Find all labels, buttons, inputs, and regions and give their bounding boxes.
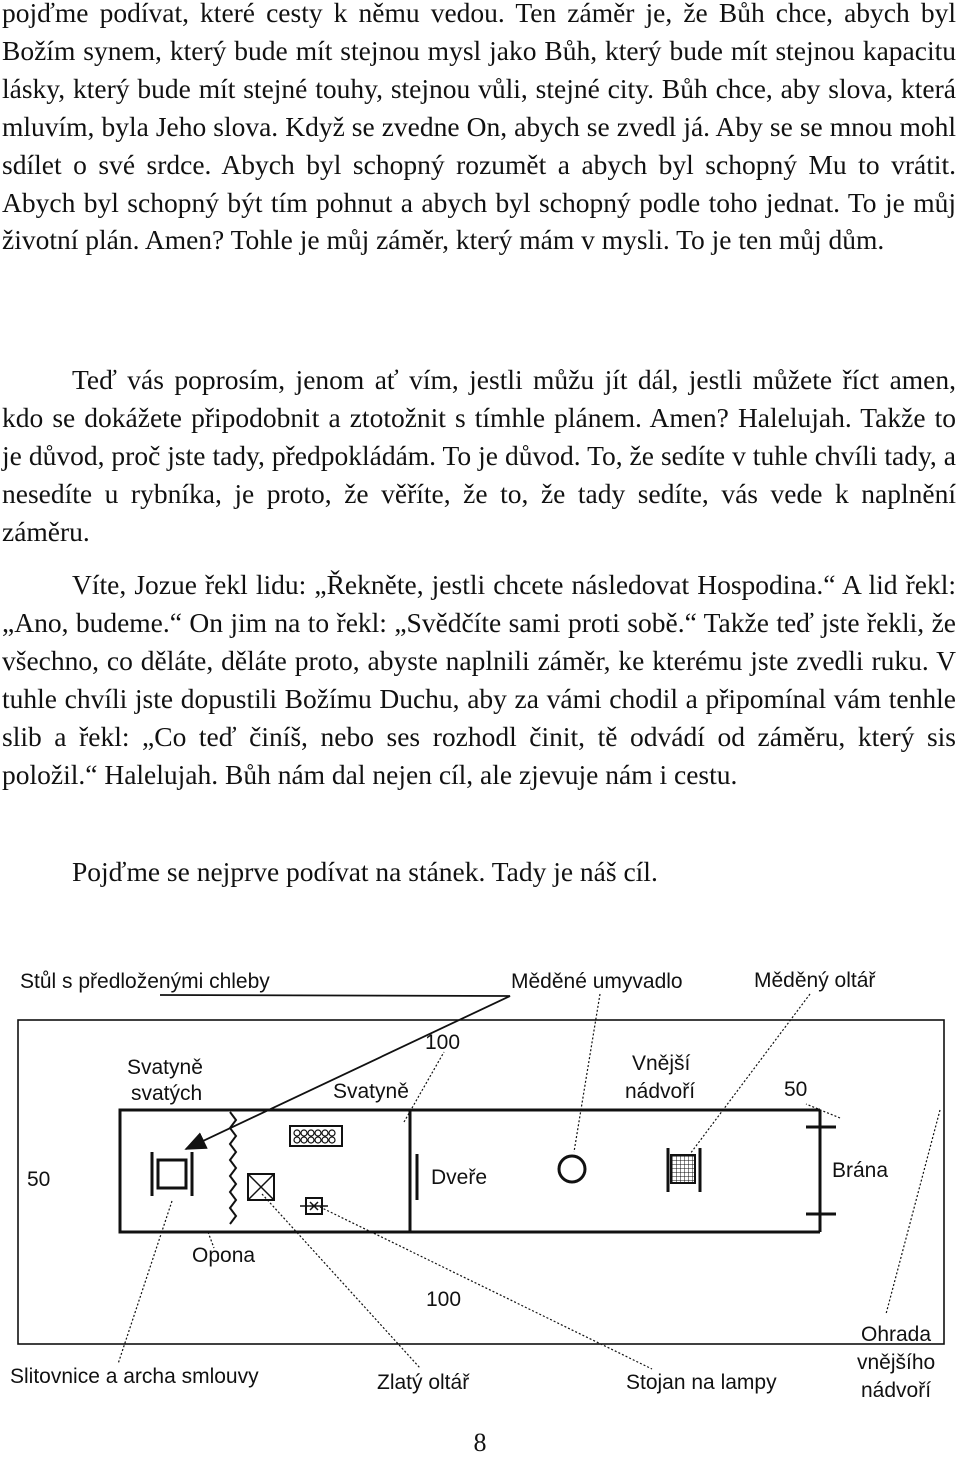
paragraph-3: Víte, Jozue řekl lidu: „Řekněte, jestli chcete následovat Hospodina.“ A lid řekl: „Ano, budeme.“ On jim na to řekl: „Svědčíte sami proti sobě.“ Takže teď jste řekli, že všechno, co děláte, děláte proto, abyste naplnili záměr, ke kterému jste zvedli ruku. V tuhle chvíli jste dopustili Božímu Duchu, aby za vámi chodil a připomínal vám tenhle slib a řekl: „Co teď činíš, nebo ses rozhodl činit, tě odvádí od záměru, který sis položil.“ Halelujah. Bůh nám dal nejen cíl, ale zjevuje nám i cestu. [2,569,956,790]
label-fence-2: vnějšího [857,1351,936,1374]
label-holy-place: Svatyně [333,1080,409,1103]
label-outer-court-1: Vnější [632,1052,691,1075]
paragraph-2: Teď vás poprosím, jenom ať vím, jestli můžu jít dál, jestli můžete říct amen, kdo se dokážete připodobnit a ztotožnit s tímhle plánem. Amen? Halelujah. Takže to je důvod, proč jste tady, předpokládám. To je důvod. To, že sedíte v tuhle chvíli tady, a nesedíte u rybníka, je proto, že věříte, že to, že tady sedíte, vás vede k naplnění záměru. [2,364,956,547]
label-holy-of-holies-1: Svatyně [127,1056,203,1079]
label-mercy-seat: Slitovnice a archa smlouvy [10,1365,259,1388]
paragraph-1: pojďme podívat, které cesty k němu vedou. Ten záměr je, že Bůh chce, abych byl Božím synem, který bude mít stejnou mysl jako Bůh, který bude mít stejnou kapacitu lásky, který bude mít stejné touhy, stejnou vůli, stejné city. Bůh chce, aby slova, která mluvím, byla Jeho slova. Když se zvedne On, abych se zvedl já. Aby se se mnou mohl sdílet o své srdce. Abych byl schopný rozumět a abych byl schopný Mu to vrátit. Abych byl schopný být tím pohnut a abych byl schopný podle toho jednat. To je můj životní plán. Amen? Tohle je můj záměr, který mám v mysli. To je ten můj dům. [2,0,956,256]
paragraph-4: Pojďme se nejprve podívat na stánek. Tady je náš cíl. [72,856,658,887]
label-dimension-right: 50 [784,1078,808,1101]
bronze-altar-icon [668,1148,700,1192]
tabernacle-outline [120,1110,410,1232]
label-fence-3: nádvoří [861,1379,932,1402]
lampstand-icon [300,1198,328,1214]
label-laver: Měděné umyvadlo [511,970,683,993]
page-number: 8 [473,1428,487,1457]
label-lampstand: Stojan na lampy [626,1371,777,1394]
label-holy-of-holies-2: svatých [131,1082,203,1105]
laver-icon [559,1156,585,1182]
label-dimension-top: 100 [425,1031,461,1054]
label-gate: Brána [832,1159,889,1182]
label-dimension-bottom: 100 [426,1288,462,1311]
label-table: Stůl s předloženými chleby [20,970,270,993]
label-altar: Měděný oltář [754,969,876,992]
label-veil: Opona [192,1244,256,1267]
veil-curtain-icon [230,1112,236,1224]
label-dimension-left: 50 [27,1168,51,1191]
label-outer-court-2: nádvoří [625,1080,696,1103]
label-door: Dveře [431,1166,488,1189]
label-golden-altar: Zlatý oltář [377,1371,470,1394]
ark-icon [158,1160,186,1188]
leader-lines [118,994,940,1369]
label-fence-1: Ohrada [861,1323,932,1346]
